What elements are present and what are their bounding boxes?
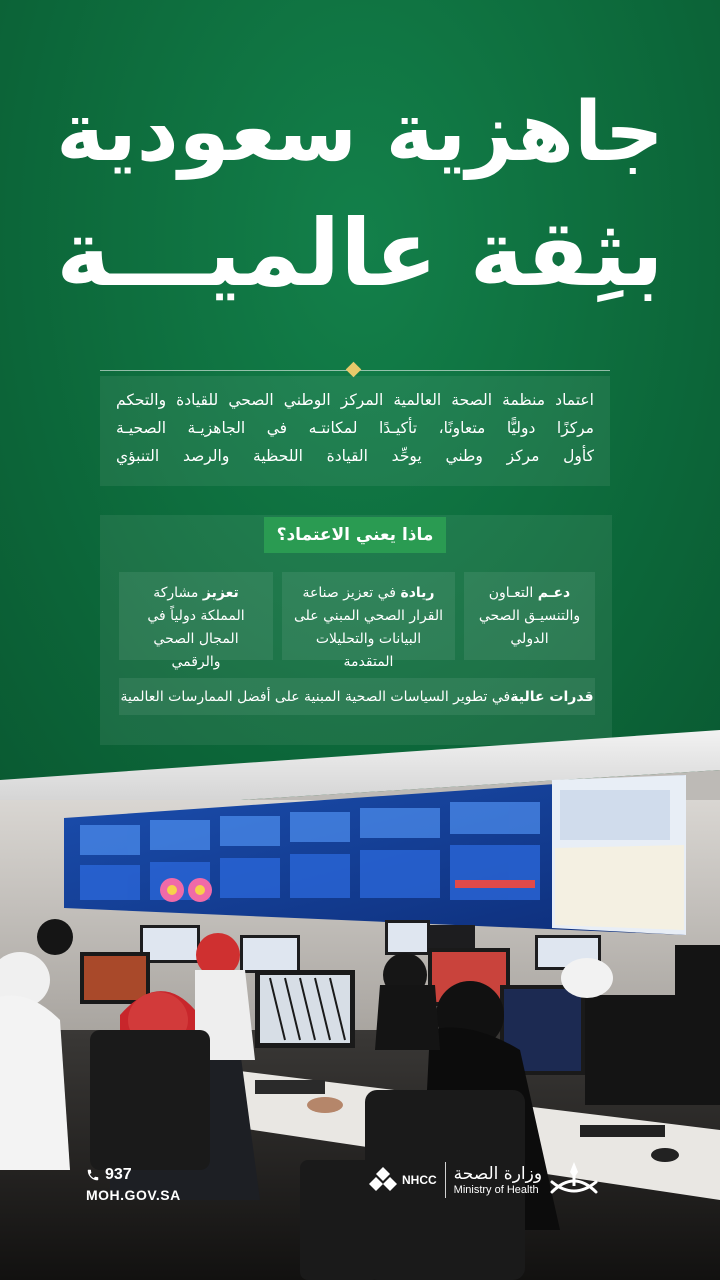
card-text: في تعزيز صناعة القرار الصحي المبني على البيانات والتحليلات المتقدمة: [294, 585, 443, 670]
card-bold: قدرات عالية: [510, 688, 594, 705]
phone-row[interactable]: [86, 1166, 181, 1184]
ministry-name-en: Ministry of Health: [453, 1184, 539, 1196]
card-text: مشاركة المملكة دولياً في المجال الصحي والرقمي: [147, 585, 245, 670]
ministry-name-ar: وزارة الصحة: [453, 1164, 543, 1184]
phone-icon: [86, 1168, 100, 1182]
nhcc-label: NHCC: [402, 1173, 437, 1187]
benefit-card-cooperation: [464, 572, 595, 660]
website-link[interactable]: MOH.GOV.SA: [86, 1187, 181, 1203]
intro-line-1: اعتماد منظمة الصحة العالمية المركز الوطني الصحي للقيادة والتحكم: [116, 391, 594, 409]
meaning-title: ماذا يعني الاعتماد؟: [264, 517, 446, 553]
card-bold: ريادة: [400, 585, 435, 601]
card-text: في تطوير السياسات الصحية المبنية على أفضل الممارسات العالمية: [120, 688, 511, 705]
benefit-card-leadership: [282, 572, 455, 670]
headline-line-2: بثِقة عالميـــة: [56, 200, 664, 307]
intro-line-2: مركزًا دوليًّا متعاونًا، تأكيـدًا لمكانتـه في الجاهزيـة الصحيـة: [116, 419, 594, 437]
benefit-card-capabilities: [119, 678, 595, 715]
benefit-card-participation: [119, 572, 273, 670]
footer-contact: [86, 1166, 181, 1203]
nhcc-logo-icon: [368, 1165, 398, 1195]
card-bold: دعـم: [537, 585, 571, 601]
card-bold: تعزيز: [202, 585, 239, 601]
moh-emblem-icon: [546, 1160, 602, 1200]
headline-line-1: جاهزية سعودية: [56, 85, 664, 180]
footer-logos: [368, 1155, 648, 1205]
intro-box: [100, 376, 610, 486]
phone-number: 937: [105, 1166, 132, 1183]
card-text: التعـاون والتنسيـق الصحي الدولي: [478, 585, 581, 647]
nhcc-logo: [368, 1165, 437, 1195]
intro-line-3: كأول مركز وطني يوحِّد القيادة اللحظية والرصد التنبؤي: [116, 447, 594, 465]
ministry-name: [454, 1164, 542, 1196]
logo-separator: [445, 1162, 446, 1198]
